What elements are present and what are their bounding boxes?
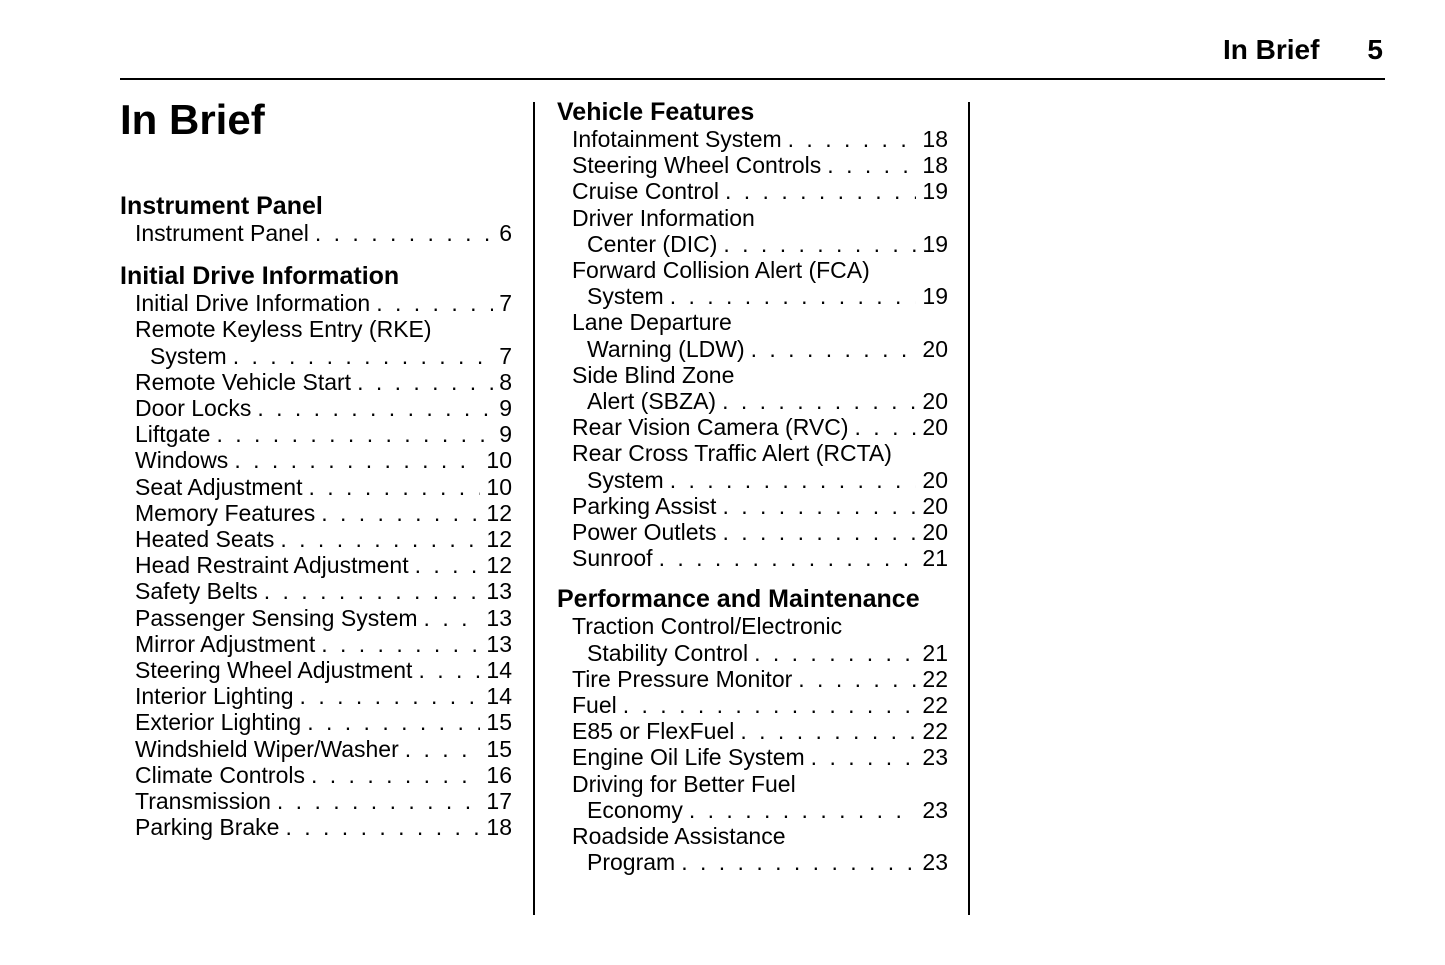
toc-entry-label: Sunroof	[572, 545, 653, 572]
toc-entry-label: Roadside Assistance	[572, 823, 786, 850]
toc-entry-label: Windshield Wiper/Washer	[135, 735, 399, 762]
toc-entry-page: 6	[499, 220, 512, 246]
toc-entry-continuation	[120, 343, 512, 369]
toc-entry	[557, 692, 948, 718]
toc-entry-page: 7	[499, 290, 512, 317]
toc-entry-page: 20	[922, 466, 948, 493]
dot-leader	[659, 545, 917, 571]
toc-entry-label: Economy	[587, 796, 683, 823]
dot-leader	[740, 718, 916, 744]
toc-entry-continuation	[557, 388, 948, 414]
page-number: 5	[1367, 34, 1383, 65]
toc-entry-page: 10	[486, 473, 512, 500]
toc-entry-label: Seat Adjustment	[135, 473, 303, 500]
running-header-title: In Brief	[1222, 34, 1320, 65]
toc-entry-page: 8	[499, 368, 512, 395]
toc-entry	[557, 152, 948, 178]
toc-entry-continuation	[557, 640, 948, 666]
toc-entry	[557, 823, 948, 849]
dot-leader	[623, 692, 917, 718]
toc-entry-continuation	[557, 467, 948, 493]
dot-leader	[754, 640, 916, 666]
dot-leader	[689, 797, 917, 823]
toc-entry	[557, 309, 948, 335]
toc-entry-label: Lane Departure	[572, 309, 732, 336]
toc-entry-page: 13	[486, 604, 512, 631]
dot-leader	[311, 762, 480, 788]
toc-entry	[120, 220, 512, 246]
section-title: Performance and Maintenance	[557, 585, 920, 614]
toc-entry-label: Climate Controls	[135, 761, 305, 788]
toc-entry-label: Tire Pressure Monitor	[572, 665, 793, 692]
toc-entry-label: System	[587, 466, 664, 493]
dot-leader	[855, 414, 917, 440]
toc-entry-label: Liftgate	[135, 421, 211, 448]
toc-entry	[557, 718, 948, 744]
dot-leader	[216, 421, 493, 447]
toc-entry	[557, 519, 948, 545]
toc-entry-label: Traction Control/Electronic	[572, 613, 843, 640]
toc-entry-continuation	[557, 797, 948, 823]
toc-entry	[120, 316, 512, 342]
toc-entry-page: 14	[486, 683, 512, 710]
toc-entry-page: 7	[499, 342, 512, 369]
toc-entry	[120, 657, 512, 683]
toc-column-right	[557, 98, 948, 875]
dot-leader	[277, 788, 481, 814]
toc-entry-label: Remote Keyless Entry (RKE)	[135, 316, 432, 343]
toc-entry	[120, 474, 512, 500]
toc-entry-label: Heated Seats	[135, 526, 275, 553]
toc-entry-page: 12	[486, 499, 512, 526]
toc-entry	[120, 814, 512, 840]
toc-entry-label: Memory Features	[135, 499, 316, 526]
dot-leader	[418, 657, 480, 683]
toc-entry-page: 19	[922, 230, 948, 257]
toc-entry-label: Center (DIC)	[587, 230, 718, 257]
toc-entry	[557, 205, 948, 231]
toc-entry-label: Passenger Sensing System	[135, 604, 418, 631]
toc-entry-page: 9	[499, 421, 512, 448]
dot-leader	[357, 369, 493, 395]
toc-entry-continuation	[557, 231, 948, 257]
dot-leader	[722, 388, 916, 414]
toc-section	[557, 98, 948, 571]
toc-entry	[557, 493, 948, 519]
toc-entry-label: Forward Collision Alert (FCA)	[572, 257, 870, 284]
toc-entry-page: 13	[486, 630, 512, 657]
dot-leader	[751, 336, 917, 362]
column-divider	[968, 102, 970, 915]
dot-leader	[424, 605, 481, 631]
toc-entry	[557, 613, 948, 639]
toc-entry-label: Cruise Control	[572, 178, 719, 205]
toc-entry-label: Head Restraint Adjustment	[135, 552, 409, 579]
toc-entry	[557, 744, 948, 770]
section-title: Instrument Panel	[120, 192, 323, 220]
dot-leader	[376, 290, 493, 316]
toc-entry-label: Program	[587, 849, 676, 876]
toc-entry-continuation	[557, 336, 948, 362]
toc-entry-label: System	[150, 342, 227, 369]
toc-entry-page: 12	[486, 552, 512, 579]
toc-entry-page: 22	[922, 718, 948, 745]
running-header	[1223, 34, 1383, 66]
toc-entry	[120, 709, 512, 735]
toc-entry	[120, 395, 512, 421]
dot-leader	[300, 683, 481, 709]
toc-entry-label: Exterior Lighting	[135, 709, 302, 736]
toc-entry-label: Engine Oil Life System	[572, 744, 805, 771]
dot-leader	[257, 395, 493, 421]
dot-leader	[722, 493, 916, 519]
dot-leader	[307, 709, 480, 735]
toc-entry-page: 14	[486, 657, 512, 684]
dot-leader	[681, 849, 916, 875]
toc-entry	[557, 545, 948, 571]
toc-entry-page: 23	[922, 744, 948, 771]
toc-column-left	[120, 96, 512, 840]
toc-entry-page: 15	[486, 735, 512, 762]
toc-entry	[120, 500, 512, 526]
toc-entry-page: 13	[486, 578, 512, 605]
toc-entry-label: Door Locks	[135, 395, 252, 422]
toc-entry-label: System	[587, 283, 664, 310]
toc-entry-page: 23	[922, 849, 948, 876]
toc-entry-label: Warning (LDW)	[587, 335, 745, 362]
dot-leader	[670, 467, 917, 493]
toc-entry	[120, 369, 512, 395]
toc-entry-page: 15	[486, 709, 512, 736]
toc-entry-label: Side Blind Zone	[572, 361, 735, 388]
dot-leader	[315, 220, 493, 246]
toc-entry-label: Fuel	[572, 692, 617, 719]
dot-leader	[234, 447, 480, 473]
toc-entry	[120, 762, 512, 788]
toc-entry-label: Remote Vehicle Start	[135, 368, 352, 395]
toc-entry	[557, 126, 948, 152]
toc-entry-label: Rear Cross Traffic Alert (RCTA)	[572, 440, 892, 467]
toc-entry-label: Driving for Better Fuel	[572, 770, 796, 797]
toc-entry	[120, 526, 512, 552]
toc-entry-page: 19	[922, 283, 948, 310]
toc-entry-page: 20	[922, 335, 948, 362]
toc-entry-label: Interior Lighting	[135, 683, 294, 710]
toc-entry-page: 22	[922, 692, 948, 719]
toc-entry	[120, 290, 512, 316]
toc-entry	[557, 257, 948, 283]
toc-entry-label: Steering Wheel Controls	[572, 152, 822, 179]
toc-entry-label: Power Outlets	[572, 519, 717, 546]
toc-entry-page: 20	[922, 519, 948, 546]
toc-entry-page: 20	[922, 414, 948, 441]
dot-leader	[280, 526, 480, 552]
column-divider	[533, 102, 535, 915]
toc-section	[557, 585, 948, 875]
toc-entry	[557, 666, 948, 692]
toc-entry-label: Initial Drive Information	[135, 290, 371, 317]
dot-leader	[722, 519, 916, 545]
dot-leader	[321, 500, 480, 526]
dot-leader	[233, 343, 494, 369]
toc-section	[120, 192, 512, 246]
toc-entry	[120, 421, 512, 447]
toc-entry	[557, 362, 948, 388]
dot-leader	[321, 631, 480, 657]
toc-entry-page: 16	[486, 761, 512, 788]
toc-entry-page: 12	[486, 526, 512, 553]
toc-entry-label: Mirror Adjustment	[135, 630, 316, 657]
toc-entry	[120, 683, 512, 709]
toc-entry-page: 18	[486, 814, 512, 841]
dot-leader	[827, 152, 916, 178]
toc-entry	[120, 631, 512, 657]
toc-entry	[120, 578, 512, 604]
toc-entry-continuation	[557, 849, 948, 875]
toc-entry-page: 9	[499, 395, 512, 422]
toc-entry-label: Parking Brake	[135, 814, 280, 841]
toc-entry-page: 19	[922, 178, 948, 205]
toc-entry-label: Instrument Panel	[135, 220, 309, 246]
toc-entry	[557, 440, 948, 466]
dot-leader	[670, 283, 917, 309]
toc-entry-page: 22	[922, 665, 948, 692]
toc-entry	[120, 447, 512, 473]
section-title: Vehicle Features	[557, 98, 755, 126]
dot-leader	[725, 178, 916, 204]
toc-entry	[120, 552, 512, 578]
toc-entry-label: Stability Control	[587, 639, 749, 666]
toc-entry-label: Transmission	[135, 788, 271, 815]
toc-entry	[120, 605, 512, 631]
toc-entry	[120, 736, 512, 762]
toc-entry-label: Rear Vision Camera (RVC)	[572, 414, 849, 441]
toc-entry-label: Infotainment System	[572, 126, 782, 152]
dot-leader	[798, 666, 916, 692]
dot-leader	[405, 736, 481, 762]
section-title: Initial Drive Information	[120, 262, 400, 291]
toc-entry-label: Driver Information	[572, 204, 755, 231]
toc-entry	[557, 414, 948, 440]
toc-entry-label: Parking Assist	[572, 492, 717, 519]
toc-entry-label: Alert (SBZA)	[587, 388, 717, 415]
dot-leader	[811, 744, 917, 770]
toc-entry	[120, 788, 512, 814]
toc-entry-page: 17	[486, 788, 512, 815]
toc-entry-label: Windows	[135, 447, 229, 474]
toc-section	[120, 262, 512, 840]
dot-leader	[415, 552, 481, 578]
toc-entry-page: 10	[486, 447, 512, 474]
toc-entry-label: E85 or FlexFuel	[572, 718, 735, 745]
toc-entry-label: Safety Belts	[135, 578, 258, 605]
page-title: In Brief	[120, 96, 265, 143]
dot-leader	[309, 474, 481, 500]
dot-leader	[788, 126, 917, 152]
header-rule	[120, 78, 1385, 80]
dot-leader	[723, 231, 916, 257]
toc-entry-label: Steering Wheel Adjustment	[135, 657, 413, 684]
toc-entry-continuation	[557, 283, 948, 309]
toc-entry-page: 23	[922, 796, 948, 823]
toc-entry-page: 20	[922, 388, 948, 415]
toc-entry	[557, 771, 948, 797]
toc-entry-page: 21	[922, 545, 948, 572]
toc-entry-page: 18	[922, 126, 948, 152]
toc-entry-page: 18	[922, 152, 948, 179]
toc-entry-page: 20	[922, 492, 948, 519]
dot-leader	[264, 578, 481, 604]
toc-entry	[557, 178, 948, 204]
dot-leader	[285, 814, 480, 840]
toc-entry-page: 21	[922, 639, 948, 666]
